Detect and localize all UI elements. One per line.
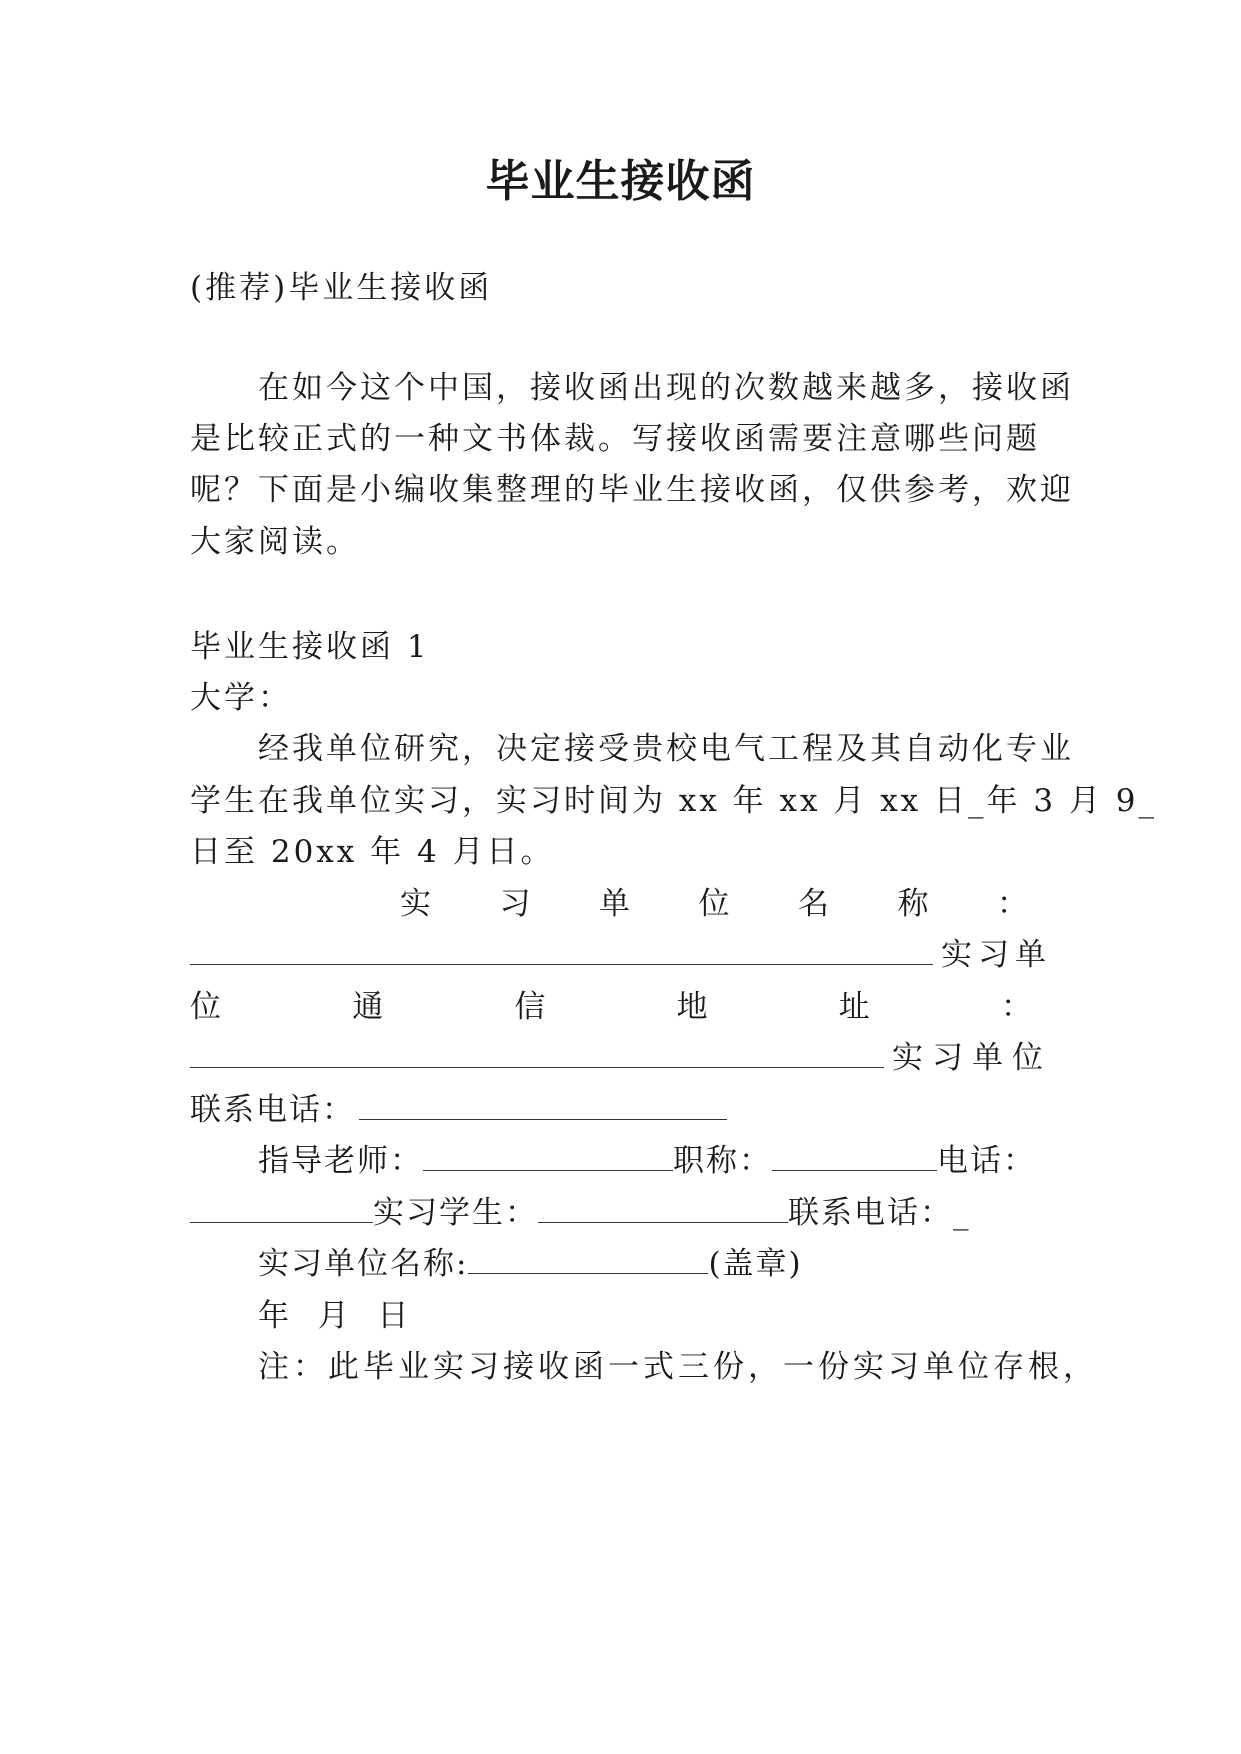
field-char: 地 xyxy=(676,989,708,1025)
note-line: 注：此毕业实习接收函一式三份，一份实习单位存根， xyxy=(258,1349,1098,1385)
body-line-2: 学生在我单位实习，实习时间为 xx 年 xx 月 xx 日_年 3 月 9_ xyxy=(190,783,1158,819)
phone-label: 联系电话： xyxy=(190,1092,355,1128)
field-char: 址 xyxy=(838,989,870,1025)
intro-line-1: 在如今这个中国，接收函出现的次数越来越多，接收函 xyxy=(258,370,1074,406)
title-blank[interactable] xyxy=(772,1140,937,1171)
field-char: 通 xyxy=(352,989,384,1025)
document-title: 毕业生接收函 xyxy=(485,156,756,207)
unit-name-blank[interactable] xyxy=(190,934,933,965)
field-char: ： xyxy=(997,886,1028,922)
field-address-row xyxy=(190,1036,1052,1080)
advisor-row xyxy=(258,1139,1052,1183)
field-char: 名 xyxy=(798,886,829,922)
field-char: 实 xyxy=(400,886,431,922)
field-char: 位 xyxy=(190,989,221,1025)
field-address-tail: 实习单位 xyxy=(892,1040,1052,1076)
field-unit-name-row xyxy=(190,933,1052,977)
title-label: 职称： xyxy=(673,1143,772,1179)
seal-label: (盖章) xyxy=(708,1246,803,1282)
body-line-1: 经我单位研究，决定接受贵校电气工程及其自动化专业 xyxy=(258,731,1074,767)
unit-name-sign-blank[interactable] xyxy=(468,1243,708,1274)
intro-line-2: 是比较正式的一种文书体裁。写接收函需要注意哪些问题 xyxy=(190,421,1040,457)
student-label: 实习学生： xyxy=(373,1195,538,1231)
body-line-3: 日至 20xx 年 4 月日。 xyxy=(190,834,555,870)
advisor-label: 指导老师： xyxy=(258,1143,423,1179)
unit-name-label: 实习单位名称: xyxy=(258,1246,469,1282)
salutation: 大学： xyxy=(190,680,292,716)
date-line: 年 月 日 xyxy=(258,1298,412,1334)
field-char: ： xyxy=(1000,989,1032,1025)
phone-blank[interactable] xyxy=(359,1089,727,1120)
unit-name-row xyxy=(258,1242,1052,1286)
phone-row xyxy=(190,1088,1052,1132)
field-unit-name-tail: 实习单 xyxy=(941,937,1052,973)
student-row xyxy=(190,1191,1052,1235)
field-char: 单 xyxy=(599,886,630,922)
field-char: 称 xyxy=(897,886,929,922)
document-subtitle: (推荐)毕业生接收函 xyxy=(190,270,493,306)
section-heading: 毕业生接收函 1 xyxy=(190,629,430,665)
student-phone-label: 联系电话：_ xyxy=(788,1195,971,1231)
field-char: 习 xyxy=(499,886,531,922)
field-address-label xyxy=(190,985,1032,1029)
field-char: 位 xyxy=(698,886,730,922)
field-char: 信 xyxy=(514,989,546,1025)
student-blank[interactable] xyxy=(538,1192,788,1223)
tel-blank[interactable] xyxy=(190,1192,373,1223)
address-blank[interactable] xyxy=(190,1037,884,1068)
field-unit-name-label xyxy=(400,882,1028,926)
tel-label: 电话： xyxy=(937,1143,1036,1179)
advisor-blank[interactable] xyxy=(423,1140,673,1171)
intro-line-4: 大家阅读。 xyxy=(190,524,360,560)
intro-line-3: 呢？下面是小编收集整理的毕业生接收函，仅供参考，欢迎 xyxy=(190,472,1074,508)
